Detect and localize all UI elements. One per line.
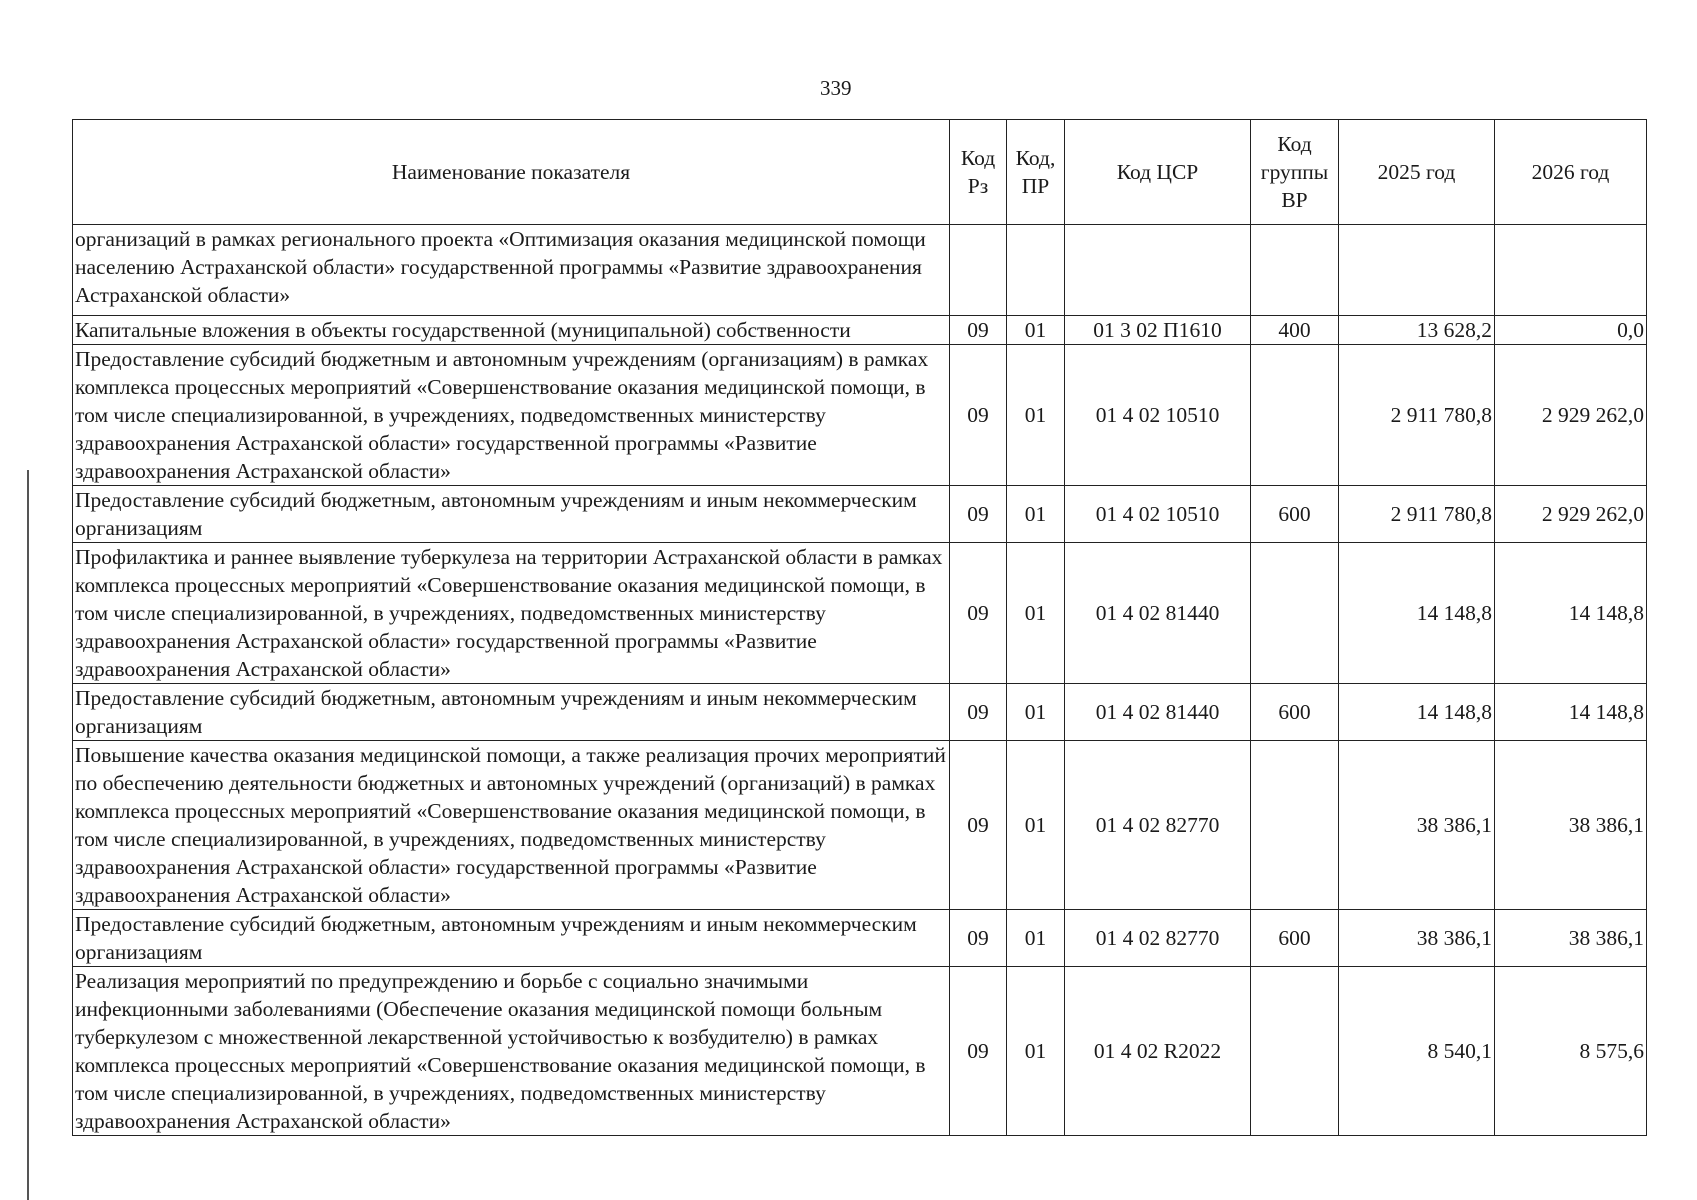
row-csr: 01 3 02 П1610 [1065, 316, 1251, 345]
row-2026 [1495, 225, 1647, 316]
budget-table [72, 119, 1647, 1136]
row-pr: 01 [1007, 741, 1065, 910]
row-2026: 0,0 [1495, 316, 1647, 345]
row-2025: 13 628,2 [1339, 316, 1495, 345]
row-2025 [1339, 225, 1495, 316]
row-2026: 8 575,6 [1495, 967, 1647, 1136]
row-rz: 09 [950, 543, 1007, 684]
row-2025: 14 148,8 [1339, 684, 1495, 741]
table-row [73, 741, 1647, 910]
row-name: Предоставление субсидий бюджетным и автономным учреждениям (организациям) в рамках комплекса процессных мероприятий «Совершенствование оказания медицинской помощи, в том числе специализированной, в учреждениях, подведомственных министерству здравоохранения Астраханской области» государственной программы «Развитие здравоохранения Астраханской области» [73, 345, 950, 486]
row-csr: 01 4 02 10510 [1065, 486, 1251, 543]
row-vr [1251, 741, 1339, 910]
table-row [73, 345, 1647, 486]
row-csr: 01 4 02 81440 [1065, 543, 1251, 684]
row-2026: 14 148,8 [1495, 543, 1647, 684]
row-2025: 2 911 780,8 [1339, 345, 1495, 486]
row-2026: 38 386,1 [1495, 910, 1647, 967]
row-csr [1065, 225, 1251, 316]
header-csr: Код ЦСР [1065, 120, 1251, 225]
row-name: Предоставление субсидий бюджетным, автономным учреждениям и иным некоммерческим организациям [73, 910, 950, 967]
row-vr: 600 [1251, 486, 1339, 543]
row-vr [1251, 967, 1339, 1136]
row-rz: 09 [950, 967, 1007, 1136]
row-2026: 38 386,1 [1495, 741, 1647, 910]
row-name: организаций в рамках регионального проекта «Оптимизация оказания медицинской помощи населению Астраханской области» государственной программы «Развитие здравоохранения Астраханской области» [73, 225, 950, 316]
row-pr: 01 [1007, 486, 1065, 543]
table-row [73, 684, 1647, 741]
row-vr [1251, 543, 1339, 684]
row-pr: 01 [1007, 910, 1065, 967]
row-vr: 400 [1251, 316, 1339, 345]
header-pr: Код, ПР [1007, 120, 1065, 225]
row-name: Капитальные вложения в объекты государственной (муниципальной) собственности [73, 316, 950, 345]
row-2026: 14 148,8 [1495, 684, 1647, 741]
row-name: Предоставление субсидий бюджетным, автономным учреждениям и иным некоммерческим организациям [73, 486, 950, 543]
row-rz: 09 [950, 316, 1007, 345]
row-name: Профилактика и раннее выявление туберкулеза на территории Астраханской области в рамках комплекса процессных мероприятий «Совершенствование оказания медицинской помощи, в том числе специализированной, в учреждениях, подведомственных министерству здравоохранения Астраханской области» государственной программы «Развитие здравоохранения Астраханской области» [73, 543, 950, 684]
table-row [73, 486, 1647, 543]
row-name: Предоставление субсидий бюджетным, автономным учреждениям и иным некоммерческим организациям [73, 684, 950, 741]
row-pr: 01 [1007, 543, 1065, 684]
row-csr: 01 4 02 82770 [1065, 741, 1251, 910]
row-rz: 09 [950, 910, 1007, 967]
page-number: 339 [820, 76, 852, 100]
row-name: Повышение качества оказания медицинской помощи, а также реализация прочих мероприятий по обеспечению деятельности бюджетных и автономных учреждений (организаций) в рамках комплекса процессных мероприятий «Совершенствование оказания медицинской помощи, в том числе специализированной, в учреждениях, подведомственных министерству здравоохранения Астраханской области» государственной программы «Развитие здравоохранения Астраханской области» [73, 741, 950, 910]
row-pr [1007, 225, 1065, 316]
row-vr: 600 [1251, 910, 1339, 967]
table-header-row [73, 120, 1647, 225]
row-2025: 8 540,1 [1339, 967, 1495, 1136]
row-pr: 01 [1007, 684, 1065, 741]
binding-margin-line [27, 470, 29, 1200]
header-2025: 2025 год [1339, 120, 1495, 225]
row-vr [1251, 225, 1339, 316]
row-rz: 09 [950, 486, 1007, 543]
header-name: Наименование показателя [73, 120, 950, 225]
row-name: Реализация мероприятий по предупреждению и борьбе с социально значимыми инфекционными заболеваниями (Обеспечение оказания медицинской помощи больным туберкулезом с множественной лекарственной устойчивостью к возбудителю) в рамках комплекса процессных мероприятий «Совершенствование оказания медицинской помощи, в том числе специализированной, в учреждениях, подведомственных министерству здравоохранения Астраханской области» [73, 967, 950, 1136]
header-vr: Код группы ВР [1251, 120, 1339, 225]
row-2026: 2 929 262,0 [1495, 486, 1647, 543]
row-2025: 2 911 780,8 [1339, 486, 1495, 543]
row-2025: 14 148,8 [1339, 543, 1495, 684]
table-row [73, 910, 1647, 967]
row-pr: 01 [1007, 967, 1065, 1136]
row-csr: 01 4 02 81440 [1065, 684, 1251, 741]
row-rz: 09 [950, 345, 1007, 486]
row-rz: 09 [950, 741, 1007, 910]
row-2025: 38 386,1 [1339, 741, 1495, 910]
row-csr: 01 4 02 82770 [1065, 910, 1251, 967]
row-csr: 01 4 02 R2022 [1065, 967, 1251, 1136]
row-pr: 01 [1007, 345, 1065, 486]
row-vr [1251, 345, 1339, 486]
row-2026: 2 929 262,0 [1495, 345, 1647, 486]
table-row [73, 316, 1647, 345]
table-row [73, 225, 1647, 316]
header-rz: Код Рз [950, 120, 1007, 225]
table-row [73, 543, 1647, 684]
row-csr: 01 4 02 10510 [1065, 345, 1251, 486]
row-vr: 600 [1251, 684, 1339, 741]
row-rz: 09 [950, 684, 1007, 741]
row-pr: 01 [1007, 316, 1065, 345]
header-2026: 2026 год [1495, 120, 1647, 225]
row-2025: 38 386,1 [1339, 910, 1495, 967]
row-rz [950, 225, 1007, 316]
table-row [73, 967, 1647, 1136]
